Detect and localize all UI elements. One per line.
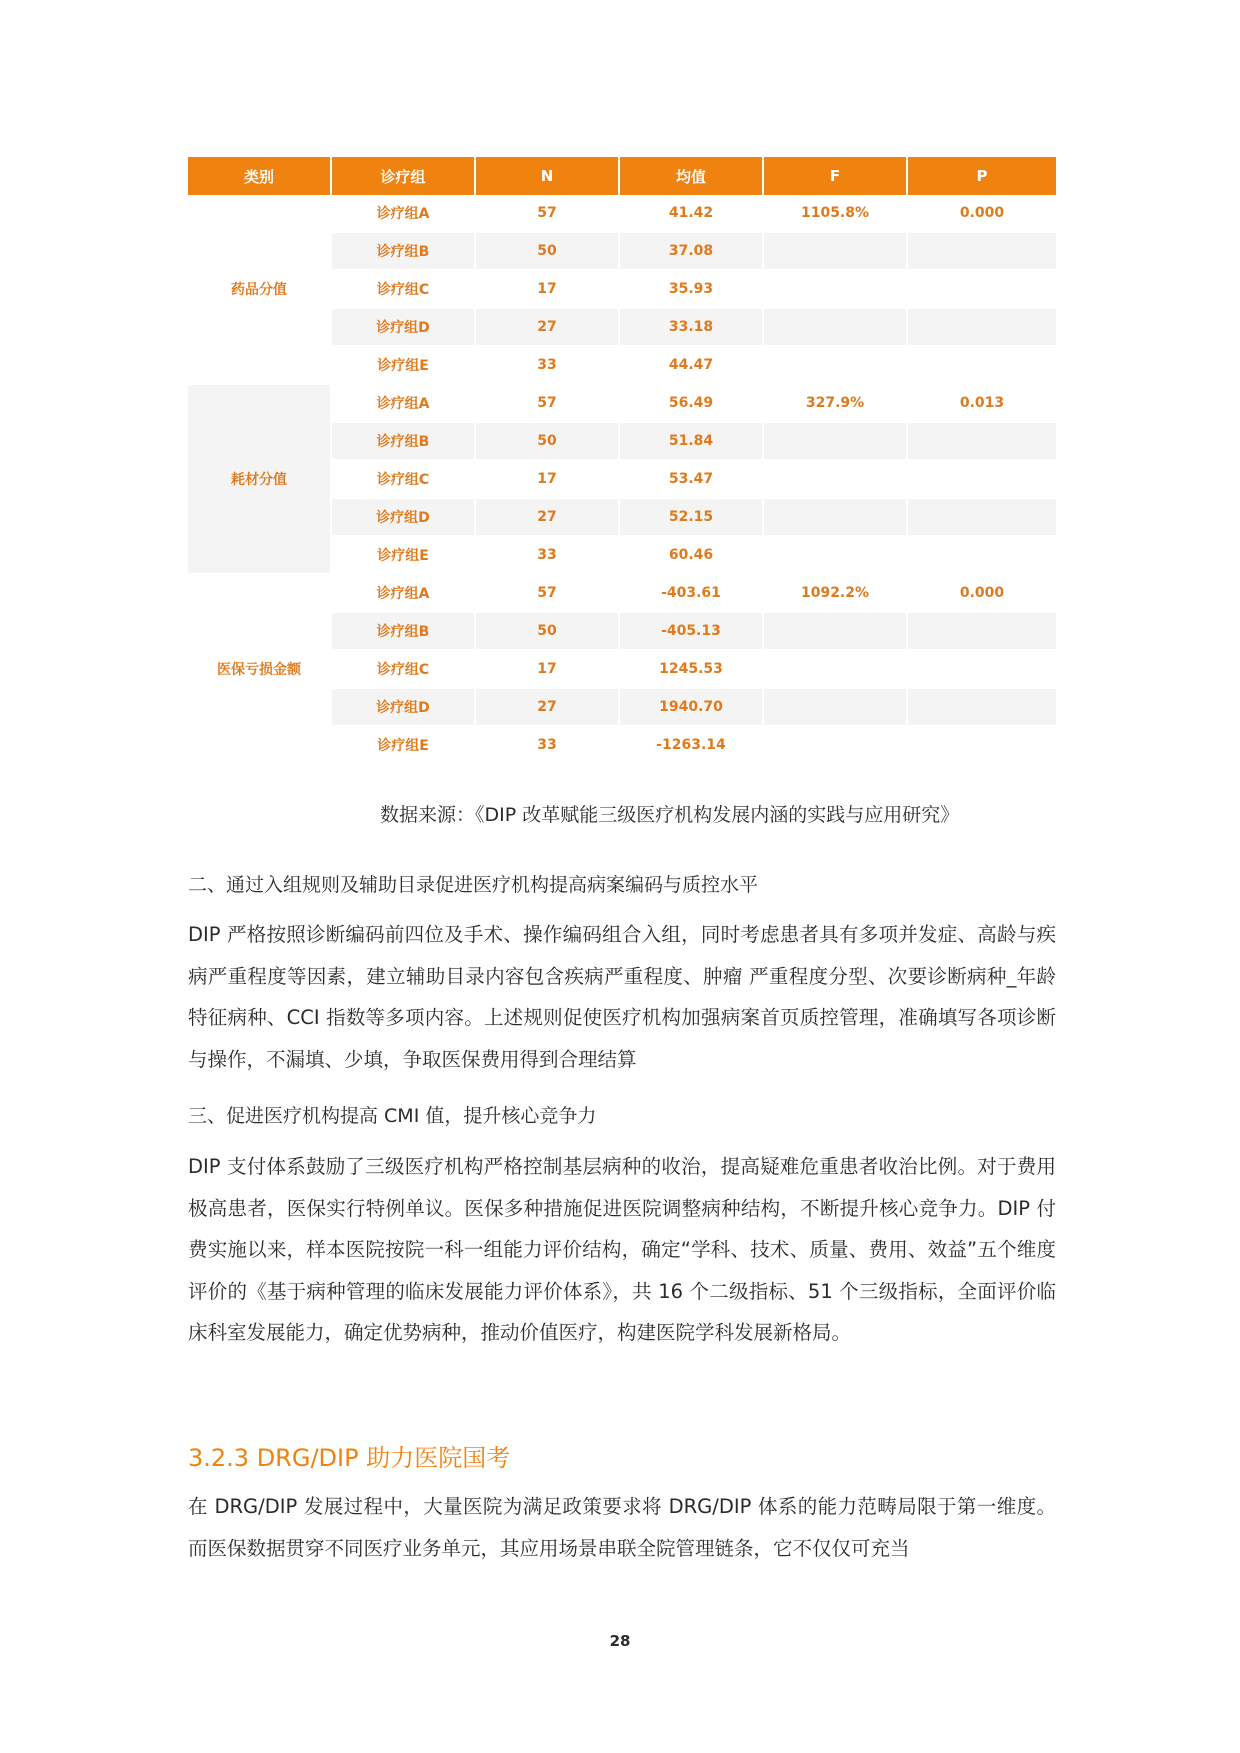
p-cell xyxy=(908,537,1056,575)
mean-cell: 53.47 xyxy=(620,461,764,499)
paragraph-4: 在 DRG/DIP 发展过程中，大量医院为满足政策要求将 DRG/DIP 体系的能力范畴局限于第一维度。而医保数据贯穿不同医疗业务单元，其应用场景串联全院管理链条，它不仅仅可充当 xyxy=(188,1495,1056,1560)
f-cell xyxy=(764,309,908,347)
table-row xyxy=(188,195,1056,233)
f-cell xyxy=(764,651,908,689)
p-cell xyxy=(908,347,1056,385)
category-cell: 药品分值 xyxy=(188,195,332,385)
p-cell xyxy=(908,499,1056,537)
n-cell: 57 xyxy=(476,195,620,233)
table-row xyxy=(188,385,1056,423)
n-cell: 27 xyxy=(476,499,620,537)
mean-cell: 1245.53 xyxy=(620,651,764,689)
group-cell: 诊疗组A xyxy=(332,385,476,423)
n-cell: 17 xyxy=(476,271,620,309)
category-cell: 耗材分值 xyxy=(188,385,332,575)
paragraph-3: DIP 支付体系鼓励了三级医疗机构严格控制基层病种的收治，提高疑难危重患者收治比例。对于费用极高患者，医保实行特例单议。医保多种措施促进医院调整病种结构，不断提升核心竞争力。DIP 付费实施以来，样本医院按院一科一组能力评价结构，确定“学科、技术、质量、费用、效益”五个维度评价的《基于病种管理的临床发展能力评价体系》，共 16 个二级指标、51 个三级指标，全面评价临床科室发展能力，确定优势病种，推动价值医疗，构建医院学科发展新格局。 xyxy=(188,1155,1056,1344)
group-cell: 诊疗组A xyxy=(332,195,476,233)
n-cell: 57 xyxy=(476,575,620,613)
n-cell: 27 xyxy=(476,309,620,347)
p-cell xyxy=(908,233,1056,271)
header-category: 类别 xyxy=(188,157,332,195)
mean-cell: 44.47 xyxy=(620,347,764,385)
header-n: N xyxy=(476,157,620,195)
header-group: 诊疗组 xyxy=(332,157,476,195)
f-cell xyxy=(764,499,908,537)
f-cell xyxy=(764,613,908,651)
f-cell xyxy=(764,423,908,461)
header-mean: 均值 xyxy=(620,157,764,195)
table-body xyxy=(188,195,1056,765)
header-f: F xyxy=(764,157,908,195)
mean-cell: 37.08 xyxy=(620,233,764,271)
group-cell: 诊疗组D xyxy=(332,309,476,347)
table-row xyxy=(188,575,1056,613)
p-cell xyxy=(908,651,1056,689)
mean-cell: -403.61 xyxy=(620,575,764,613)
n-cell: 50 xyxy=(476,233,620,271)
mean-cell: 33.18 xyxy=(620,309,764,347)
f-cell: 1105.8% xyxy=(764,195,908,233)
p-cell xyxy=(908,689,1056,727)
group-cell: 诊疗组E xyxy=(332,347,476,385)
n-cell: 57 xyxy=(476,385,620,423)
page-number: 28 xyxy=(609,1632,631,1650)
p-cell xyxy=(908,461,1056,499)
mean-cell: 1940.70 xyxy=(620,689,764,727)
p-cell xyxy=(908,271,1056,309)
f-cell xyxy=(764,689,908,727)
header-p: P xyxy=(908,157,1056,195)
f-cell: 327.9% xyxy=(764,385,908,423)
statistics-table xyxy=(188,157,1056,765)
p-cell: 0.000 xyxy=(908,575,1056,613)
p-cell: 0.000 xyxy=(908,195,1056,233)
mean-cell: 51.84 xyxy=(620,423,764,461)
category-cell: 医保亏损金额 xyxy=(188,575,332,765)
group-cell: 诊疗组B xyxy=(332,423,476,461)
group-cell: 诊疗组A xyxy=(332,575,476,613)
f-cell xyxy=(764,461,908,499)
n-cell: 33 xyxy=(476,537,620,575)
mean-cell: -405.13 xyxy=(620,613,764,651)
paragraph-2: DIP 严格按照诊断编码前四位及手术、操作编码组合入组，同时考虑患者具有多项并发症、高龄与疾病严重程度等因素，建立辅助目录内容包含疾病严重程度、肿瘤 严重程度分型、次要诊断病种_年龄特征病种、CCI 指数等多项内容。上述规则促使医疗机构加强病案首页质控管理，准确填写各项诊断与操作，不漏填、少填，争取医保费用得到合理结算 xyxy=(188,923,1056,1071)
group-cell: 诊疗组B xyxy=(332,613,476,651)
group-cell: 诊疗组E xyxy=(332,537,476,575)
group-cell: 诊疗组C xyxy=(332,461,476,499)
f-cell xyxy=(764,271,908,309)
table-header-row xyxy=(188,157,1056,195)
f-cell xyxy=(764,233,908,271)
n-cell: 27 xyxy=(476,689,620,727)
mean-cell: 52.15 xyxy=(620,499,764,537)
group-cell: 诊疗组D xyxy=(332,689,476,727)
f-cell xyxy=(764,347,908,385)
n-cell: 50 xyxy=(476,613,620,651)
data-source-note: 数据来源：《DIP 改革赋能三级医疗机构发展内涵的实践与应用研究》 xyxy=(380,804,960,826)
f-cell xyxy=(764,537,908,575)
group-cell: 诊疗组C xyxy=(332,651,476,689)
f-cell xyxy=(764,727,908,765)
p-cell xyxy=(908,613,1056,651)
n-cell: 50 xyxy=(476,423,620,461)
group-cell: 诊疗组D xyxy=(332,499,476,537)
n-cell: 17 xyxy=(476,651,620,689)
mean-cell: 41.42 xyxy=(620,195,764,233)
section-heading-2: 二、通过入组规则及辅助目录促进医疗机构提高病案编码与质控水平 xyxy=(188,874,759,896)
n-cell: 17 xyxy=(476,461,620,499)
mean-cell: 56.49 xyxy=(620,385,764,423)
mean-cell: -1263.14 xyxy=(620,727,764,765)
p-cell xyxy=(908,309,1056,347)
mean-cell: 35.93 xyxy=(620,271,764,309)
p-cell xyxy=(908,423,1056,461)
section-heading-3: 三、促进医疗机构提高 CMI 值，提升核心竞争力 xyxy=(188,1105,597,1127)
n-cell: 33 xyxy=(476,347,620,385)
group-cell: 诊疗组B xyxy=(332,233,476,271)
p-cell xyxy=(908,727,1056,765)
section-title-3-2-3: 3.2.3 DRG/DIP 助力医院国考 xyxy=(188,1444,511,1472)
group-cell: 诊疗组E xyxy=(332,727,476,765)
f-cell: 1092.2% xyxy=(764,575,908,613)
p-cell: 0.013 xyxy=(908,385,1056,423)
mean-cell: 60.46 xyxy=(620,537,764,575)
n-cell: 33 xyxy=(476,727,620,765)
group-cell: 诊疗组C xyxy=(332,271,476,309)
